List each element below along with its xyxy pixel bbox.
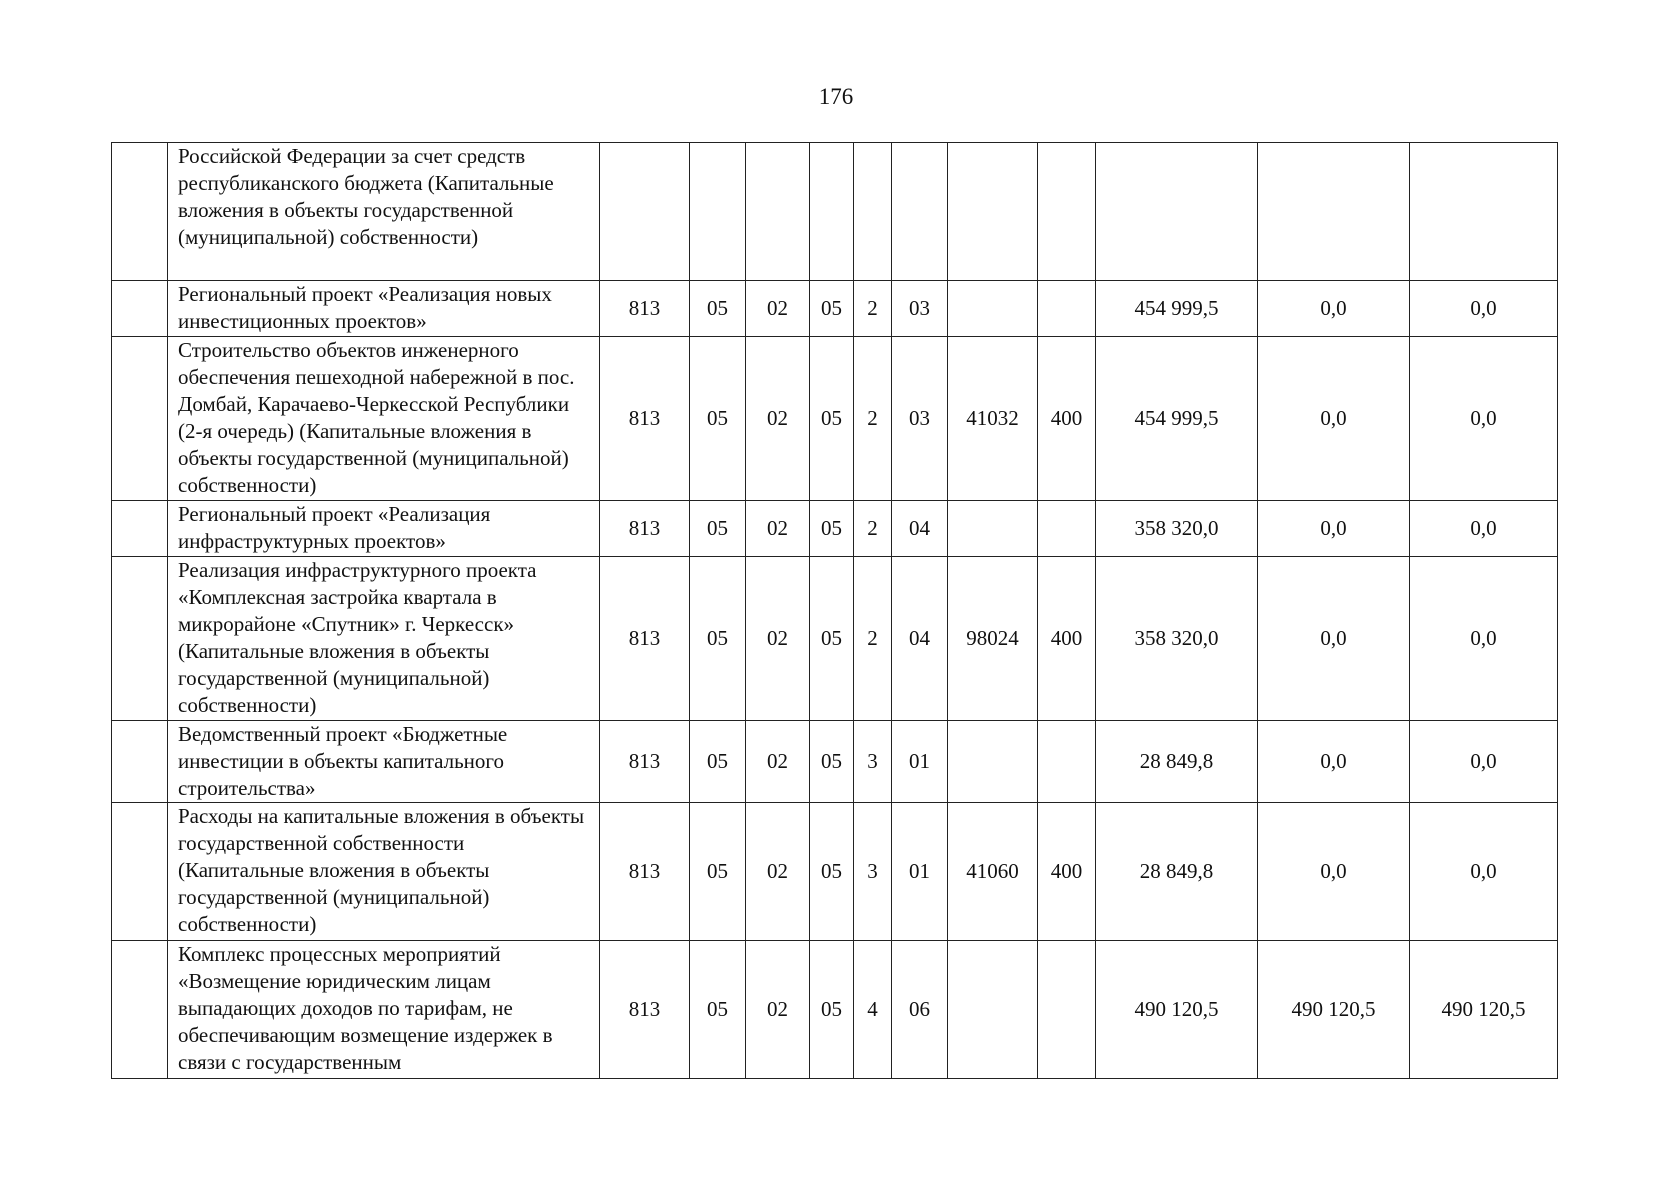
sum-year1-cell: 28 849,8 — [1096, 721, 1258, 803]
subprogram-cell: 4 — [854, 941, 892, 1079]
code-cell: 813 — [600, 721, 690, 803]
sum-year3-cell: 0,0 — [1410, 337, 1558, 501]
row-number-cell — [112, 941, 168, 1079]
code-cell — [600, 143, 690, 281]
subprogram-cell: 2 — [854, 281, 892, 337]
program-cell — [810, 143, 854, 281]
sum-year2-cell — [1258, 143, 1410, 281]
table-row — [112, 803, 1558, 941]
podrazdel-cell: 02 — [746, 803, 810, 941]
podrazdel-cell: 02 — [746, 557, 810, 721]
podrazdel-cell: 02 — [746, 281, 810, 337]
row-number-cell — [112, 501, 168, 557]
sum-year1-cell — [1096, 143, 1258, 281]
name-cell: Российской Федерации за счет средств республиканского бюджета (Капитальные вложения в объекты государственной (муниципальной) собственности) — [168, 143, 600, 281]
code-cell: 813 — [600, 941, 690, 1079]
podrazdel-cell: 02 — [746, 337, 810, 501]
code-cell: 813 — [600, 337, 690, 501]
code-cell: 813 — [600, 501, 690, 557]
sum-year3-cell: 490 120,5 — [1410, 941, 1558, 1079]
event-cell: 01 — [892, 803, 948, 941]
subprogram-cell: 2 — [854, 337, 892, 501]
direction-cell: 41032 — [948, 337, 1038, 501]
name-cell: Расходы на капитальные вложения в объекты государственной собственности (Капитальные вложения в объекты государственной (муниципальной) собственности) — [168, 803, 600, 941]
razdel-cell: 05 — [690, 803, 746, 941]
direction-cell — [948, 281, 1038, 337]
table-row — [112, 941, 1558, 1079]
direction-cell — [948, 721, 1038, 803]
sum-year1-cell: 454 999,5 — [1096, 281, 1258, 337]
program-cell: 05 — [810, 501, 854, 557]
subprogram-cell: 2 — [854, 557, 892, 721]
podrazdel-cell: 02 — [746, 721, 810, 803]
program-cell: 05 — [810, 803, 854, 941]
razdel-cell: 05 — [690, 281, 746, 337]
name-cell: Реализация инфраструктурного проекта «Комплексная застройка квартала в микрорайоне «Спутник» г. Черкесск» (Капитальные вложения в объекты государственной (муниципальной) собственности) — [168, 557, 600, 721]
event-cell: 04 — [892, 557, 948, 721]
sum-year2-cell: 0,0 — [1258, 501, 1410, 557]
sum-year3-cell: 0,0 — [1410, 803, 1558, 941]
row-number-cell — [112, 803, 168, 941]
expense-type-cell: 400 — [1038, 337, 1096, 501]
event-cell: 03 — [892, 281, 948, 337]
subprogram-cell — [854, 143, 892, 281]
code-cell: 813 — [600, 803, 690, 941]
subprogram-cell: 3 — [854, 721, 892, 803]
sum-year2-cell: 0,0 — [1258, 557, 1410, 721]
event-cell: 06 — [892, 941, 948, 1079]
razdel-cell: 05 — [690, 337, 746, 501]
sum-year2-cell: 0,0 — [1258, 721, 1410, 803]
podrazdel-cell — [746, 143, 810, 281]
sum-year3-cell: 0,0 — [1410, 501, 1558, 557]
sum-year2-cell: 0,0 — [1258, 337, 1410, 501]
name-cell: Ведомственный проект «Бюджетные инвестиции в объекты капитального строительства» — [168, 721, 600, 803]
razdel-cell — [690, 143, 746, 281]
expense-type-cell — [1038, 281, 1096, 337]
program-cell: 05 — [810, 281, 854, 337]
expense-type-cell: 400 — [1038, 803, 1096, 941]
expense-type-cell — [1038, 941, 1096, 1079]
program-cell: 05 — [810, 337, 854, 501]
program-cell: 05 — [810, 557, 854, 721]
razdel-cell: 05 — [690, 941, 746, 1079]
page-number: 176 — [818, 84, 854, 109]
name-cell: Региональный проект «Реализация новых инвестиционных проектов» — [168, 281, 600, 337]
sum-year3-cell: 0,0 — [1410, 281, 1558, 337]
code-cell: 813 — [600, 281, 690, 337]
table-row — [112, 557, 1558, 721]
expense-type-cell: 400 — [1038, 557, 1096, 721]
sum-year2-cell: 490 120,5 — [1258, 941, 1410, 1079]
direction-cell — [948, 941, 1038, 1079]
sum-year1-cell: 28 849,8 — [1096, 803, 1258, 941]
event-cell: 01 — [892, 721, 948, 803]
sum-year3-cell — [1410, 143, 1558, 281]
sum-year3-cell: 0,0 — [1410, 721, 1558, 803]
program-cell: 05 — [810, 721, 854, 803]
event-cell — [892, 143, 948, 281]
table-row — [112, 501, 1558, 557]
row-number-cell — [112, 557, 168, 721]
table-row — [112, 143, 1558, 281]
expense-type-cell — [1038, 501, 1096, 557]
subprogram-cell: 2 — [854, 501, 892, 557]
podrazdel-cell: 02 — [746, 501, 810, 557]
razdel-cell: 05 — [690, 501, 746, 557]
razdel-cell: 05 — [690, 721, 746, 803]
table-row — [112, 337, 1558, 501]
razdel-cell: 05 — [690, 557, 746, 721]
code-cell: 813 — [600, 557, 690, 721]
row-number-cell — [112, 337, 168, 501]
row-number-cell — [112, 143, 168, 281]
table-row — [112, 721, 1558, 803]
sum-year2-cell: 0,0 — [1258, 281, 1410, 337]
sum-year1-cell: 490 120,5 — [1096, 941, 1258, 1079]
sum-year1-cell: 358 320,0 — [1096, 501, 1258, 557]
name-cell: Региональный проект «Реализация инфраструктурных проектов» — [168, 501, 600, 557]
event-cell: 03 — [892, 337, 948, 501]
expense-type-cell — [1038, 721, 1096, 803]
sum-year1-cell: 358 320,0 — [1096, 557, 1258, 721]
event-cell: 04 — [892, 501, 948, 557]
podrazdel-cell: 02 — [746, 941, 810, 1079]
direction-cell: 98024 — [948, 557, 1038, 721]
row-number-cell — [112, 281, 168, 337]
direction-cell — [948, 501, 1038, 557]
name-cell: Строительство объектов инженерного обеспечения пешеходной набережной в пос. Домбай, Карачаево-Черкесской Республики (2-я очередь) (Капитальные вложения в объекты государственной (муниципальной) собственности) — [168, 337, 600, 501]
direction-cell — [948, 143, 1038, 281]
sum-year2-cell: 0,0 — [1258, 803, 1410, 941]
budget-table — [111, 142, 1558, 1079]
direction-cell: 41060 — [948, 803, 1038, 941]
subprogram-cell: 3 — [854, 803, 892, 941]
sum-year3-cell: 0,0 — [1410, 557, 1558, 721]
name-cell: Комплекс процессных мероприятий «Возмещение юридическим лицам выпадающих доходов по тарифам, не обеспечивающим возмещение издержек в связи с государственным — [168, 941, 600, 1079]
program-cell: 05 — [810, 941, 854, 1079]
table-row — [112, 281, 1558, 337]
expense-type-cell — [1038, 143, 1096, 281]
row-number-cell — [112, 721, 168, 803]
sum-year1-cell: 454 999,5 — [1096, 337, 1258, 501]
